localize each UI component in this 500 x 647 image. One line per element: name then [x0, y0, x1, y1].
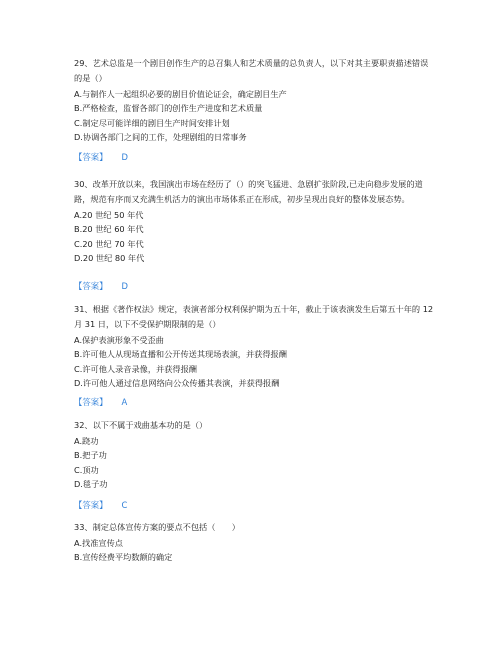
- question-stem: 31、根据《著作权法》规定，表演者部分权利保护期为五十年，截止于该表演发生后第五十年的 12 月 31 日，以下不受保护期限制的是（）: [74, 304, 434, 329]
- answer-29: [74, 150, 128, 164]
- option-d: D.协调各部门之间的工作，处理剧组的日常事务: [74, 132, 247, 143]
- option-a: A.与制作人一起组织必要的剧目价值论证会，确定剧目生产: [74, 89, 287, 99]
- option-a: A.跷功: [74, 436, 99, 446]
- question-stem: 29、艺术总监是一个剧目创作生产的总召集人和艺术质量的总负责人，以下对其主要职责描述错误的是（）: [74, 58, 429, 83]
- question-32: [74, 418, 434, 492]
- answer-label: 【答案】: [74, 281, 108, 291]
- question-stem: 33、制定总体宣传方案的要点不包括（ ）: [74, 522, 240, 532]
- option-a: A.保护表演形象不受歪曲: [74, 335, 164, 345]
- answer-label: 【答案】: [74, 152, 108, 162]
- option-a: A.找准宣传点: [74, 538, 123, 548]
- option-c: C.制定尽可能详细的剧目生产时间安排计划: [74, 117, 230, 128]
- option-b: B.宣传经费平均数额的确定: [74, 552, 173, 563]
- question-30: [74, 177, 434, 266]
- option-c: C.顶功: [74, 464, 99, 475]
- question-33: [74, 520, 434, 565]
- option-a: A.20 世纪 50 年代: [74, 210, 144, 220]
- answer-value: D: [121, 152, 128, 162]
- question-stem: 32、以下不属于戏曲基本功的是（）: [74, 420, 208, 430]
- option-d: D.许可他人通过信息网络向公众传播其表演，并获得报酬: [74, 378, 280, 389]
- answer-30: [74, 279, 128, 293]
- option-b: B.把子功: [74, 450, 107, 461]
- question-29: [74, 56, 434, 145]
- answer-value: A: [121, 397, 128, 407]
- option-b: B.严格检查，监督各部门的创作生产进度和艺术质量: [74, 103, 263, 114]
- question-stem: 30、改革开放以来，我国演出市场在经历了（）的突飞猛进、急剧扩张阶段,已走向稳步发展的道路，规范有序而又充满生机活力的演出市场体系正在形成，初步呈现出良好的整体发展态势。: [74, 179, 423, 204]
- answer-value: C: [121, 500, 128, 510]
- answer-32: [74, 498, 127, 512]
- answer-value: D: [121, 281, 128, 291]
- option-d: D.毯子功: [74, 479, 108, 490]
- option-b: B.许可他人从现场直播和公开传送其现场表演，并获得报酬: [74, 349, 287, 360]
- option-d: D.20 世纪 80 年代: [74, 253, 145, 264]
- option-c: C.20 世纪 70 年代: [74, 238, 144, 249]
- option-c: C.许可他人录音录像，并获得报酬: [74, 363, 197, 374]
- question-31: [74, 302, 434, 391]
- answer-label: 【答案】: [74, 397, 108, 407]
- answer-31: [74, 395, 127, 409]
- option-b: B.20 世纪 60 年代: [74, 224, 144, 235]
- answer-label: 【答案】: [74, 500, 108, 510]
